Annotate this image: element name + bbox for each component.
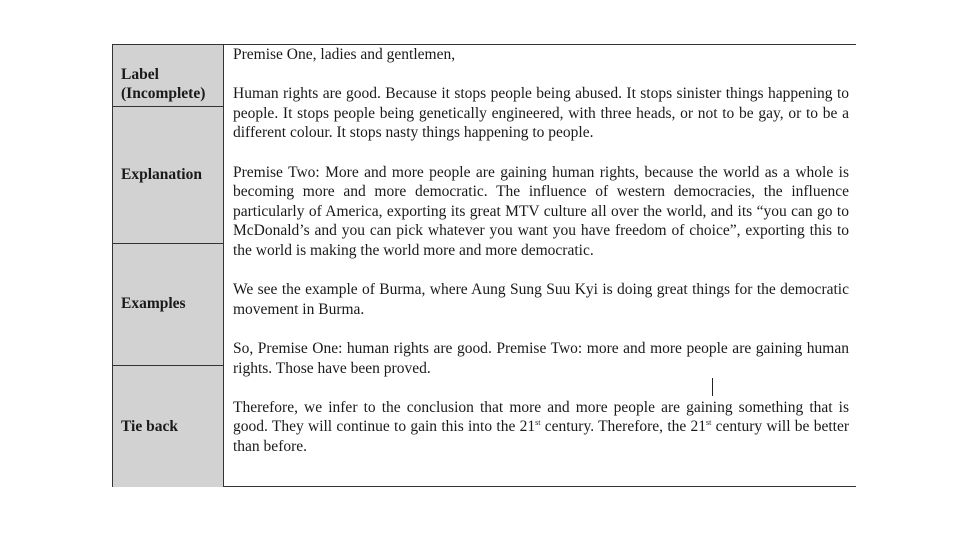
explanation-label: Explanation <box>121 166 202 183</box>
ordinal-suffix-2: st <box>706 418 712 428</box>
examples-cell <box>113 244 223 366</box>
label-heading <box>121 65 205 103</box>
explanation-cell <box>113 107 223 244</box>
speech-text <box>233 45 849 456</box>
paragraph-conclusion <box>233 398 849 457</box>
opening-line: Premise One, ladies and gentlemen, <box>233 46 456 63</box>
examples-label: Examples <box>121 295 186 312</box>
paragraph-premise-one: Human rights are good. Because it stops people being abused. It stops sinister things happening to people. It stops people being genetically engineered, with three heads, or not to be gay, or to be a different colour. It stops nasty things happening to people. <box>233 85 849 142</box>
label-cell <box>113 45 223 107</box>
conclusion-part-b: century. Therefore, the 21 <box>540 418 707 436</box>
sidebar-column <box>113 45 224 486</box>
label-text: Label <box>121 66 159 83</box>
label-sub-text: (Incomplete) <box>121 85 206 102</box>
tie-back-cell <box>113 366 223 487</box>
paragraph-example: We see the example of Burma, where Aung Sung Suu Kyi is doing great things for the democratic movement in Burma. <box>233 281 849 318</box>
conclusion-part-c: century will be better than before. <box>233 418 849 455</box>
text-cursor <box>712 378 713 396</box>
tie-back-label: Tie back <box>121 418 178 435</box>
ordinal-suffix-1: st <box>535 418 541 428</box>
conclusion-part-a: Therefore, we infer to the conclusion that more and more people are gaining something that is good. They will continue to gain this into the 21 <box>233 398 849 436</box>
paragraph-summary: So, Premise One: human rights are good. Premise Two: more and more people are gaining human rights. Those have been proved. <box>233 339 849 377</box>
document-table <box>112 44 856 487</box>
paragraph-premise-two: Premise Two: More and more people are gaining human rights, because the world as a whole is becoming more and more democratic. The influence of western democracies, the influence particularly of America, exporting its great MTV culture all over the world, and its “you can go to McDonald’s and you can pick whatever you want you have freedom of choice”, exporting this to the world is making the world more and more democratic. <box>233 163 849 259</box>
